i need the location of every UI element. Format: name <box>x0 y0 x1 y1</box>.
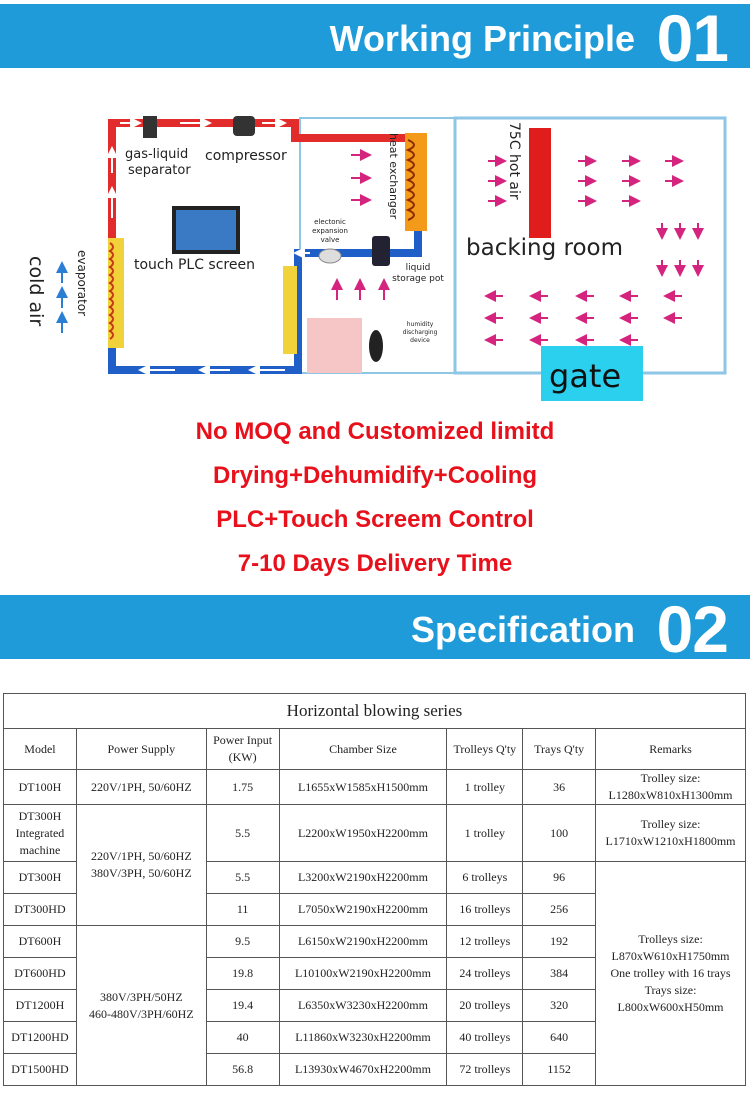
cell-power-supply: 220V/1PH, 50/60HZ <box>76 770 206 805</box>
cell-chamber: L11860xW3230xH2200mm <box>279 1022 447 1054</box>
cell-chamber: L13930xW4670xH2200mm <box>279 1054 447 1086</box>
cell-chamber: L2200xW1950xH2200mm <box>279 805 447 862</box>
hot-air-label: 75C hot air <box>506 122 522 200</box>
cell-model: DT300H Integrated machine <box>4 805 77 862</box>
cell-chamber: L6350xW3230xH2200mm <box>279 990 447 1022</box>
table-caption: Horizontal blowing series <box>4 694 746 729</box>
storage-pot <box>372 236 390 266</box>
evaporator-label: evaporator <box>75 250 89 317</box>
humidity-device-label <box>403 321 438 344</box>
cell-trolleys: 16 trolleys <box>447 894 523 926</box>
compressor-body <box>233 116 255 136</box>
col-header-trolleys: Trolleys Q'ty <box>447 729 523 770</box>
storage-pot-label <box>392 263 444 284</box>
col-header-model: Model <box>4 729 77 770</box>
cell-power-input: 1.75 <box>206 770 279 805</box>
cell-chamber: L7050xW2190xH2200mm <box>279 894 447 926</box>
cell-trays: 1152 <box>523 1054 596 1086</box>
cell-trays: 640 <box>523 1022 596 1054</box>
pot-line-1: liquid <box>405 263 431 273</box>
plc-screen-label: touch PLC screen <box>134 257 255 273</box>
cell-trays: 36 <box>523 770 596 805</box>
backing-room-label: backing room <box>466 235 624 261</box>
cell-chamber: L6150xW2190xH2200mm <box>279 926 447 958</box>
gas-liquid-separator-label <box>125 147 191 178</box>
feature-list <box>0 410 750 586</box>
cell-power-input: 56.8 <box>206 1054 279 1086</box>
feature-delivery: 7-10 Days Delivery Time <box>237 550 513 577</box>
cell-power-input: 40 <box>206 1022 279 1054</box>
cell-remarks: Trolley size: L1710xW1210xH1800mm <box>596 805 746 862</box>
gate-label: gate <box>549 357 622 395</box>
separator-line-2: separator <box>128 163 191 178</box>
humidity-panel <box>307 318 362 373</box>
cell-remarks: Trolley size: L1280xW810xH1300mm <box>596 770 746 805</box>
feature-moq: No MOQ and Customized limitd <box>195 418 555 445</box>
cell-trolleys: 6 trolleys <box>447 862 523 894</box>
cell-power-input: 19.4 <box>206 990 279 1022</box>
expansion-valve-label <box>312 218 348 244</box>
section-number: 02 <box>656 592 728 666</box>
col-header-power-supply: Power Supply <box>76 729 206 770</box>
hum-line-3: device <box>410 337 430 344</box>
cell-trays: 192 <box>523 926 596 958</box>
cell-trolleys: 40 trolleys <box>447 1022 523 1054</box>
feature-drying: Drying+Dehumidify+Cooling <box>212 462 538 489</box>
cell-power-input: 9.5 <box>206 926 279 958</box>
separator-line-1: gas-liquid <box>125 147 189 162</box>
cell-model: DT1200HD <box>4 1022 77 1054</box>
cell-trays: 96 <box>523 862 596 894</box>
valve-line-2: expansion <box>312 227 348 235</box>
cell-trays: 256 <box>523 894 596 926</box>
cell-trolleys: 12 trolleys <box>447 926 523 958</box>
col-header-power-input: Power Input (KW) <box>206 729 279 770</box>
separator-tank <box>143 116 157 138</box>
compressor-label: compressor <box>205 148 287 164</box>
valve-line-1: electonic <box>314 218 346 226</box>
cell-model: DT300H <box>4 862 77 894</box>
col-header-remarks: Remarks <box>596 729 746 770</box>
cell-trolleys: 20 trolleys <box>447 990 523 1022</box>
pot-line-2: storage pot <box>392 274 444 284</box>
cell-trays: 320 <box>523 990 596 1022</box>
hum-line-1: humidity <box>406 321 434 328</box>
cell-model: DT300HD <box>4 894 77 926</box>
cell-trolleys: 72 trolleys <box>447 1054 523 1086</box>
cell-trolleys: 1 trolley <box>447 770 523 805</box>
cell-chamber: L10100xW2190xH2200mm <box>279 958 447 990</box>
cell-trays: 384 <box>523 958 596 990</box>
hot-air-heater <box>529 128 551 238</box>
hot-pipe <box>112 123 418 248</box>
cell-model: DT600HD <box>4 958 77 990</box>
cell-model: DT600H <box>4 926 77 958</box>
table-row <box>4 805 746 862</box>
specification-banner <box>0 592 750 666</box>
table-row <box>4 770 746 805</box>
cell-power-input: 19.8 <box>206 958 279 990</box>
cell-model: DT1200H <box>4 990 77 1022</box>
section-number: 01 <box>656 1 728 75</box>
heat-exchanger-coil <box>405 133 427 231</box>
table-header-row <box>4 729 746 770</box>
cell-remarks: Trolleys size: L870xW610xH1750mm One trolley with 16 trays Trays size: L800xW600xH50mm <box>596 862 746 1086</box>
spec-table <box>3 693 746 1086</box>
col-header-trays: Trays Q'ty <box>523 729 596 770</box>
feature-plc: PLC+Touch Screem Control <box>216 506 534 533</box>
hum-line-2: discharging <box>402 329 438 336</box>
cell-chamber: L1655xW1585xH1500mm <box>279 770 447 805</box>
cell-model: DT100H <box>4 770 77 805</box>
section-title: Specification <box>410 609 635 650</box>
humidity-fan <box>369 330 383 362</box>
working-principle-banner <box>0 1 750 75</box>
col-header-chamber-size: Chamber Size <box>279 729 447 770</box>
cell-trolleys: 24 trolleys <box>447 958 523 990</box>
cell-power-input: 11 <box>206 894 279 926</box>
working-principle-diagram <box>0 78 750 408</box>
heat-exchanger-label: heat exchanger <box>387 133 400 220</box>
cold-air-label: cold air <box>25 256 47 327</box>
cell-chamber: L3200xW2190xH2200mm <box>279 862 447 894</box>
cell-trolleys: 1 trolley <box>447 805 523 862</box>
cell-model: DT1500HD <box>4 1054 77 1086</box>
cell-power-input: 5.5 <box>206 862 279 894</box>
valve-line-3: valve <box>320 236 340 244</box>
condenser-coil <box>283 266 297 354</box>
cell-power-supply: 380V/3PH/50HZ 460-480V/3PH/60HZ <box>76 926 206 1086</box>
cell-power-supply: 220V/1PH, 50/60HZ 380V/3PH, 50/60HZ <box>76 805 206 926</box>
section-title: Working Principle <box>329 18 635 59</box>
expansion-valve <box>319 249 341 263</box>
cell-trays: 100 <box>523 805 596 862</box>
cell-power-input: 5.5 <box>206 805 279 862</box>
